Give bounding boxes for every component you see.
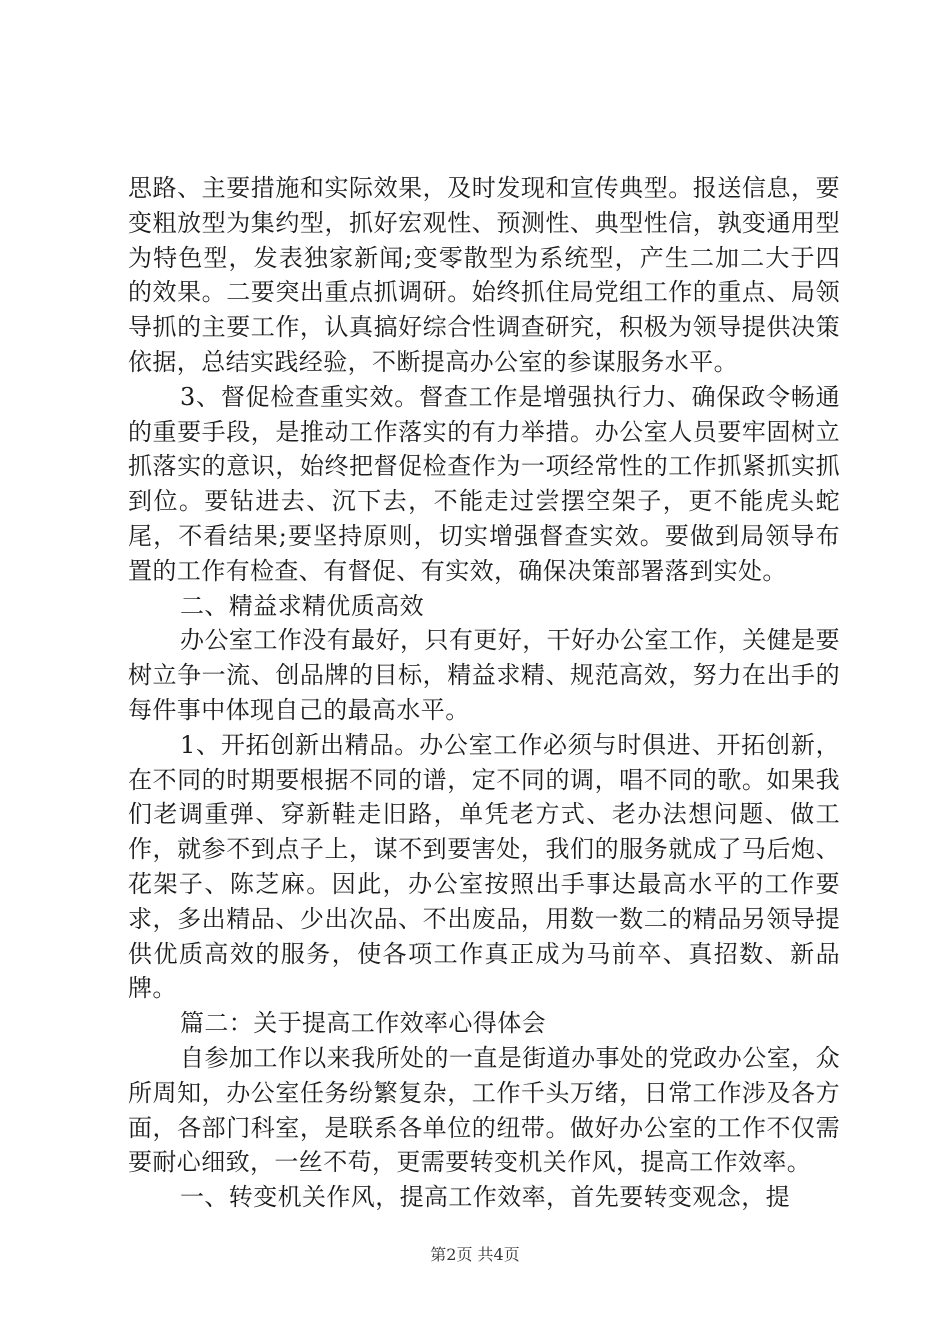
paragraph-2: 3、督促检查重实效。督查工作是增强执行力、确保政令畅通的重要手段，是推动工作落实的有力举措。办公室人员要牢固树立抓落实的意识，始终把督促检查作为一项经常性的工作抓紧抓实抓到位。要钻进去、沉下去，不能走过尝摆空架子，更不能虎头蛇尾，不看结果;要坚持原则，切实增强督查实效。要做到局领导布置的工作有检查、有督促、有实效，确保决策部署落到实处。 (128, 382, 840, 585)
paragraph-4: 1、开拓创新出精品。办公室工作必须与时俱进、开拓创新，在不同的时期要根据不同的谱，定不同的调，唱不同的歌。如果我们老调重弹、穿新鞋走旧路，单凭老方式、老办法想问题、做工作，就参不到点子上，谋不到要害处，我们的服务就成了马后炮、花架子、陈芝麻。因此，办公室按照出手事达最高水平的工作要求，多出精品、少出次品、不出废品，用数一数二的精品另领导提供优质高效的服务，使各项工作真正成为马前卒、真招数、新品牌。 (128, 730, 840, 1003)
document-body (128, 171, 840, 1215)
paragraph-5: 自参加工作以来我所处的一直是街道办事处的党政办公室，众所周知，办公室任务纷繁复杂，工作千头万绪，日常工作涉及各方面，各部门科室，是联系各单位的纽带。做好办公室的工作不仅需要耐心细致，一丝不苟，更需要转变机关作风，提高工作效率。 (128, 1043, 840, 1177)
section-heading-2: 二、精益求精优质高效 (180, 591, 424, 620)
article-title-2: 篇二：关于提高工作效率心得体会 (180, 1009, 546, 1038)
page-number-footer: 第2页 共4页 (430, 1245, 520, 1264)
paragraph-1: 思路、主要措施和实际效果，及时发现和宣传典型。报送信息，要变粗放型为集约型，抓好宏观性、预测性、典型性信，孰变通用型为特色型，发表独家新闻;变零散型为系统型，产生二加二大于四的效果。二要突出重点抓调研。始终抓住局党组工作的重点、局领导抓的主要工作，认真搞好综合性调查研究，积极为领导提供决策依据，总结实践经验，不断提高办公室的参谋服务水平。 (128, 174, 840, 376)
paragraph-6: 一、转变机关作风，提高工作效率，首先要转变观念，提 (180, 1183, 790, 1212)
paragraph-3: 办公室工作没有最好，只有更好，干好办公室工作，关健是要树立争一流、创品牌的目标，精益求精、规范高效，努力在出手的每件事中体现自己的最高水平。 (128, 626, 840, 724)
